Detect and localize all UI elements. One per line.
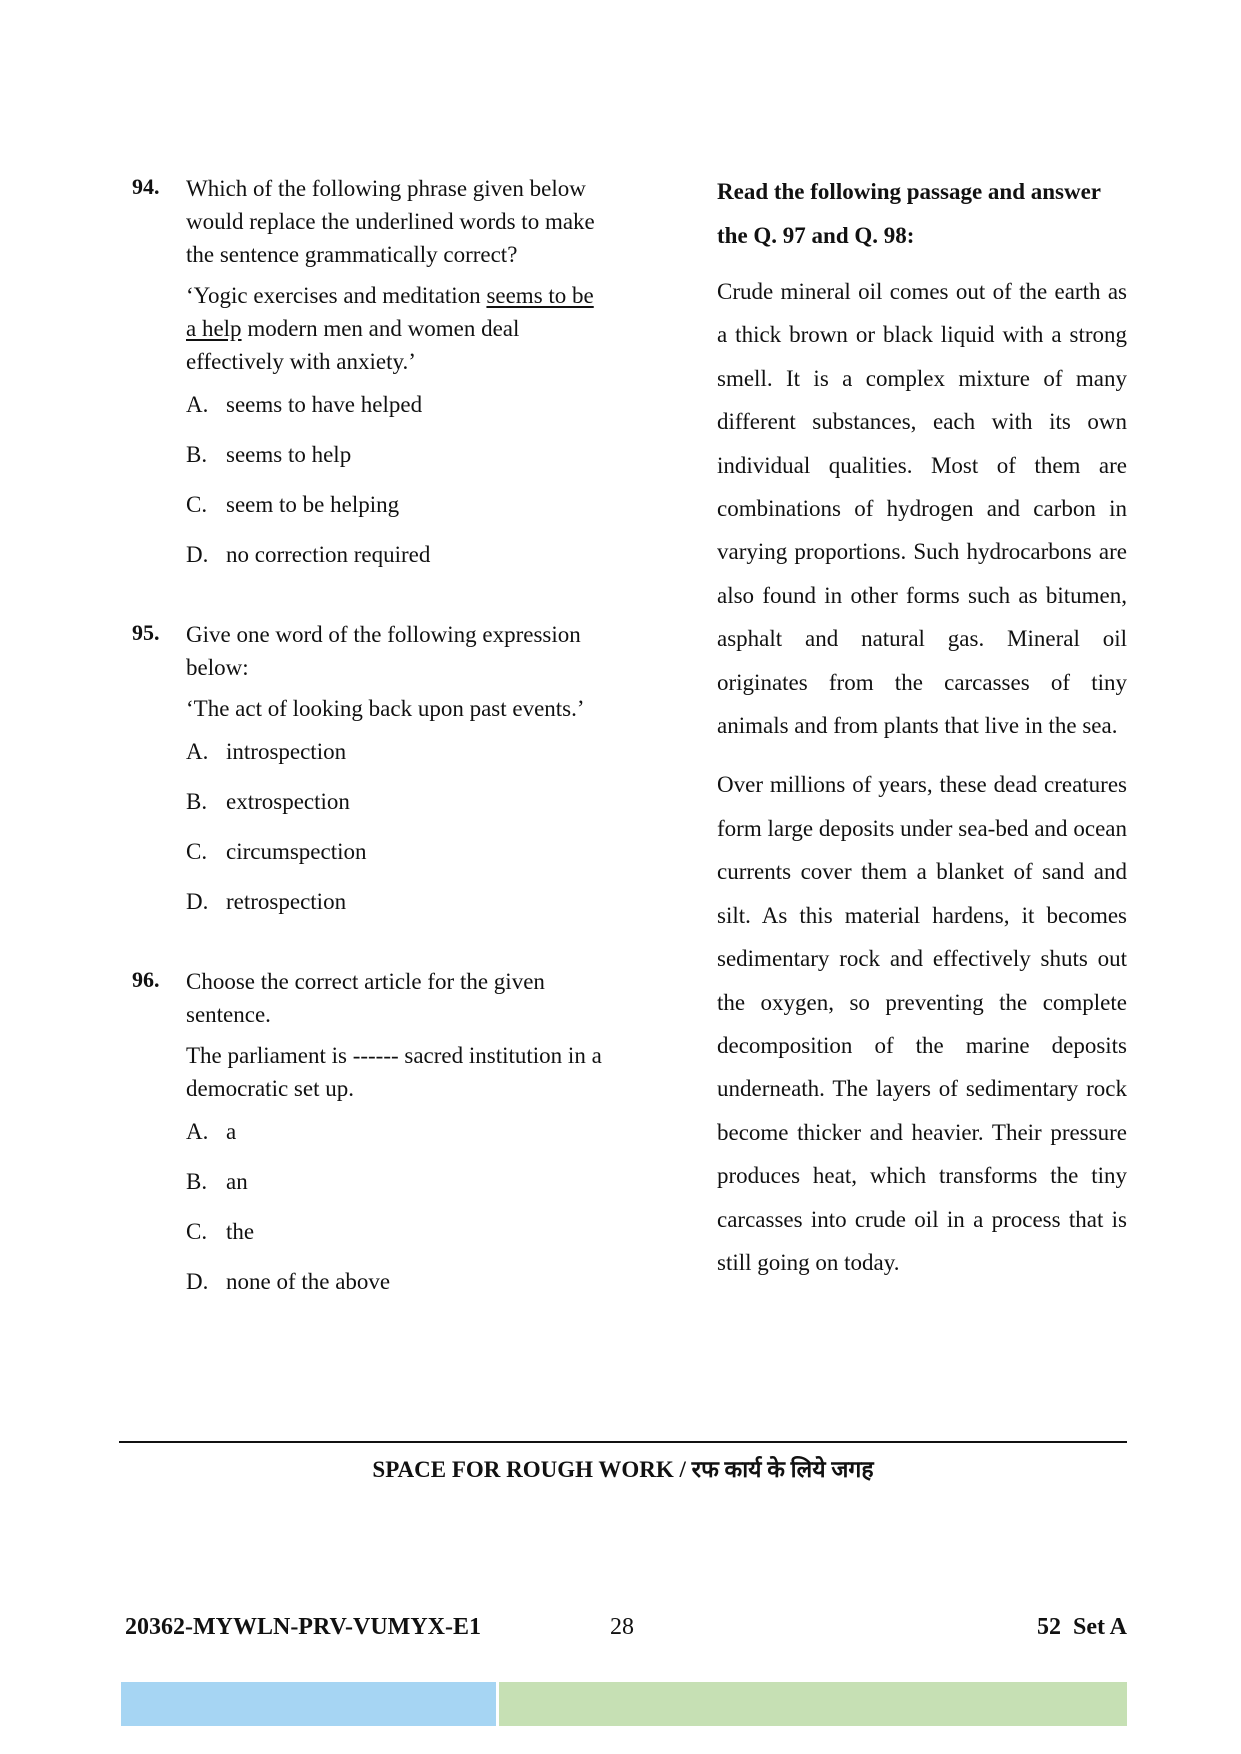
option-letter: D. [186, 1269, 209, 1294]
footer-bar-blue [121, 1682, 496, 1726]
option-c[interactable] [186, 1215, 602, 1265]
question-number: 96. [132, 967, 160, 992]
option-letter: C. [186, 1219, 208, 1244]
option-text: none of the above [226, 1269, 391, 1294]
sentence-part: ‘Yogic exercises and meditation [186, 283, 487, 308]
option-c[interactable] [186, 488, 602, 538]
question-number: 94. [132, 174, 160, 199]
option-b[interactable] [186, 1165, 602, 1215]
option-text: retrospection [226, 889, 347, 914]
option-text: extrospection [226, 789, 350, 814]
option-text: seem to be helping [226, 492, 400, 517]
option-letter: B. [186, 442, 208, 467]
option-d[interactable] [186, 1265, 602, 1315]
passage-column [717, 170, 1127, 1300]
option-letter: A. [186, 392, 209, 417]
passage-heading: Read the following passage and answer the Q. 97 and Q. 98: [717, 179, 1101, 248]
option-letter: D. [186, 889, 209, 914]
option-b[interactable] [186, 438, 602, 488]
option-text: no correction required [226, 542, 431, 567]
question-sentence: The parliament is ------ sacred institution in a democratic set up. [186, 1043, 602, 1101]
option-letter: B. [186, 1169, 208, 1194]
options-list [186, 388, 602, 588]
question-text: Choose the correct article for the given sentence. [186, 969, 545, 1027]
question-95 [132, 618, 602, 935]
option-letter: C. [186, 492, 208, 517]
option-letter: A. [186, 739, 209, 764]
option-text: an [226, 1169, 248, 1194]
question-94 [132, 172, 602, 588]
question-sentence: ‘The act of looking back upon past events.’ [186, 696, 585, 721]
option-letter: A. [186, 1119, 209, 1144]
options-list [186, 735, 602, 935]
options-list [186, 1115, 602, 1315]
option-b[interactable] [186, 785, 602, 835]
option-d[interactable] [186, 538, 602, 588]
question-number: 95. [132, 620, 160, 645]
rough-work-label: SPACE FOR ROUGH WORK / रफ कार्य के लिये जगह [372, 1457, 874, 1482]
option-text: seems to help [226, 442, 352, 467]
option-text: a [226, 1119, 237, 1144]
divider [119, 1441, 1127, 1443]
option-c[interactable] [186, 835, 602, 885]
option-a[interactable] [186, 1115, 602, 1165]
option-text: seems to have helped [226, 392, 423, 417]
question-sentence [186, 279, 602, 378]
option-letter: D. [186, 542, 209, 567]
question-text: Give one word of the following expression below: [186, 622, 581, 680]
footer-bar-green [499, 1682, 1127, 1726]
option-a[interactable] [186, 735, 602, 785]
passage-paragraph: Crude mineral oil comes out of the earth as a thick brown or black liquid with a strong smell. It is a complex mixture of many different substances, each with its own individual qualities. Most of them are combinations of hydrogen and carbon in varying proportions. Such hydrocarbons are also found in other forms such as bitumen, asphalt and natural gas. Mineral oil originates from the carcasses of tiny animals and from plants that live in the sea. [717, 279, 1127, 739]
option-text: the [226, 1219, 255, 1244]
option-letter: C. [186, 839, 208, 864]
questions-column [132, 172, 602, 1315]
paper-code: 20362-MYWLN-PRV-VUMYX-E1 [125, 1614, 481, 1640]
passage-paragraph: Over millions of years, these dead creatures form large deposits under sea-bed and ocean currents cover them a blanket of sand and silt. As this material hardens, it becomes sedimentary rock and effectively shuts out the oxygen, so preventing the complete decomposition of the marine deposits underneath. The layers of sedimentary rock become thicker and heavier. Their pressure produces heat, which transforms the tiny carcasses into crude oil in a process that is still going on today. [717, 772, 1127, 1275]
question-96 [132, 965, 602, 1315]
option-a[interactable] [186, 388, 602, 438]
option-d[interactable] [186, 885, 602, 935]
page-number: 28 [610, 1614, 634, 1640]
option-letter: B. [186, 789, 208, 814]
option-text: introspection [226, 739, 347, 764]
option-text: circumspection [226, 839, 367, 864]
underlined-phrase: seems to be a help [186, 283, 594, 341]
question-text: Which of the following phrase given below would replace the underlined words to make the sentence grammatically correct? [186, 176, 595, 267]
sentence-part: modern men and women deal effectively with anxiety.’ [186, 316, 520, 374]
set-label: 52 Set A [1037, 1614, 1127, 1640]
